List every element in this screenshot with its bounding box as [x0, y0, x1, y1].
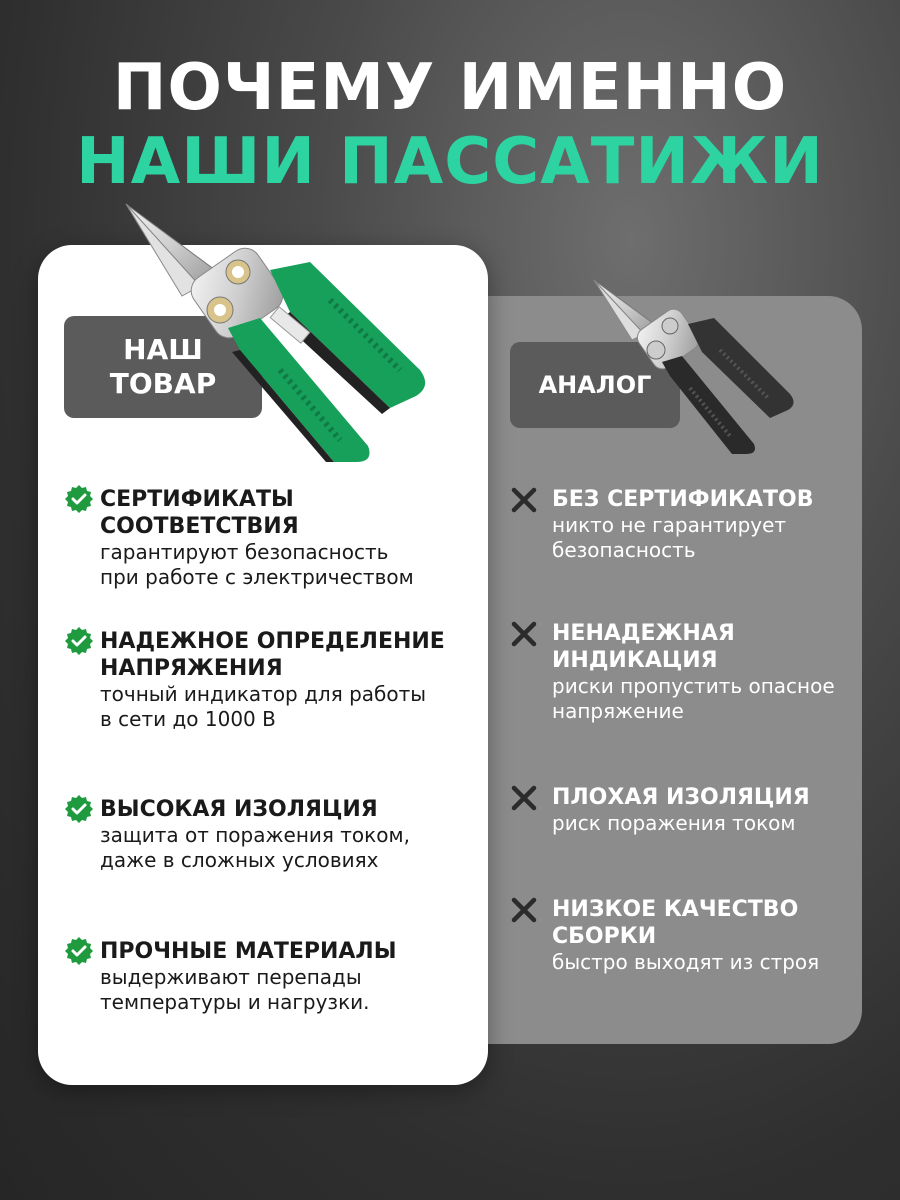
check-badge-icon	[64, 794, 94, 824]
feature-description: быстро выходят из строя	[552, 950, 820, 974]
check-badge-icon	[64, 484, 94, 514]
cross-icon	[510, 784, 538, 812]
our-feature-insulation	[100, 796, 470, 873]
heading-line-1: ПОЧЕМУ ИМЕННО	[112, 51, 788, 125]
our-feature-materials	[100, 938, 470, 1015]
feature-description: никто не гарантирует безопасность	[552, 513, 787, 562]
page-heading	[0, 52, 900, 200]
feature-title: НЕНАДЕЖНАЯ ИНДИКАЦИЯ	[552, 621, 735, 673]
our-feature-certificates	[100, 486, 470, 590]
our-product-badge: НАШ ТОВАР	[64, 316, 262, 418]
analog-badge: АНАЛОГ	[510, 342, 680, 428]
feature-title: ВЫСОКАЯ ИЗОЛЯЦИЯ	[100, 797, 378, 822]
feature-description: точный индикатор для работы в сети до 1000 В	[100, 682, 427, 731]
cross-icon	[510, 620, 538, 648]
cross-icon	[510, 486, 538, 514]
feature-description: защита от поражения током, даже в сложных условиях	[100, 823, 410, 872]
heading-line-2: НАШИ ПАССАТИЖИ	[76, 125, 824, 199]
feature-description: гарантируют безопасность при работе с электричеством	[100, 540, 414, 589]
pliers-green-image	[120, 200, 450, 470]
our-feature-voltage	[100, 628, 470, 732]
analog-feature-certificates	[552, 486, 852, 563]
pliers-dark-image	[590, 276, 805, 456]
feature-title: НАДЕЖНОЕ ОПРЕДЕЛЕНИЕ НАПРЯЖЕНИЯ	[100, 629, 445, 681]
feature-title: СЕРТИФИКАТЫ СООТВЕТСТВИЯ	[100, 487, 299, 539]
feature-title: ПРОЧНЫЕ МАТЕРИАЛЫ	[100, 939, 397, 964]
analog-feature-insulation	[552, 784, 852, 836]
feature-title: ПЛОХАЯ ИЗОЛЯЦИЯ	[552, 785, 810, 810]
check-badge-icon	[64, 936, 94, 966]
feature-title: НИЗКОЕ КАЧЕСТВО СБОРКИ	[552, 897, 799, 949]
analog-feature-assembly	[552, 896, 852, 975]
feature-description: риски пропустить опасное напряжение	[552, 674, 835, 723]
feature-description: риск поражения током	[552, 811, 796, 835]
check-badge-icon	[64, 626, 94, 656]
feature-title: БЕЗ СЕРТИФИКАТОВ	[552, 487, 814, 512]
analog-feature-indication	[552, 620, 852, 724]
feature-description: выдерживают перепады температуры и нагрузки.	[100, 965, 370, 1014]
cross-icon	[510, 896, 538, 924]
